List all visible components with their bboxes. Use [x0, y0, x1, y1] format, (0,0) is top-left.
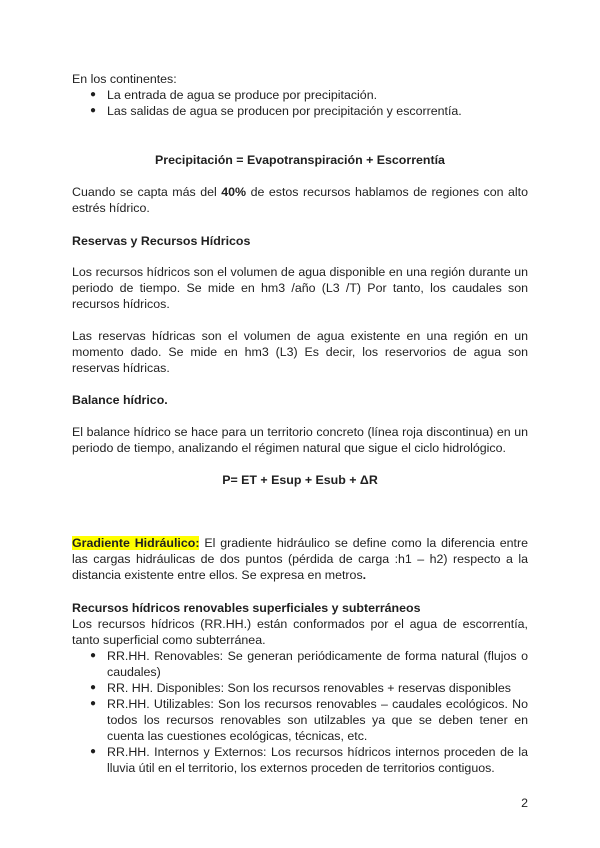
- bullet-icon: ●: [89, 746, 97, 757]
- paragraph-reservas: Las reservas hídricas son el volumen de agua existente en una región en un momento dado. Se mide en hm3 (L3) Es decir, los reservorios de agua son reservas hídricas.: [72, 329, 528, 375]
- list-item: ● Las salidas de agua se producen por precipitación y escorrentía.: [89, 104, 462, 118]
- page-number: 2: [521, 796, 528, 810]
- bullet-icon: ●: [89, 698, 97, 709]
- paragraph-recursos: Los recursos hídricos son el volumen de agua disponible en una región durante un periodo de tiempo. Se mide en hm3 /año (L3 /T) Por tanto, los caudales son recursos hídricos.: [72, 265, 528, 311]
- list-item: ● La entrada de agua se produce por precipitación.: [89, 88, 378, 102]
- intro-text: En los continentes:: [72, 72, 177, 86]
- list-item: ● RR.HH. Renovables: Se generan periódicamente de forma natural (flujos o caudales): [89, 649, 528, 679]
- formula-precipitacion: Precipitación = Evapotranspiración + Escorrentía: [155, 153, 445, 167]
- bullet-icon: ●: [89, 105, 97, 116]
- renovables-bullet-list: [88, 648, 528, 776]
- list-item: ● RR.HH. Internos y Externos: Los recursos hídricos internos proceden de la lluvia útil en el territorio, los externos proceden de territorios contiguos.: [89, 745, 528, 775]
- heading-balance: Balance hídrico.: [72, 393, 168, 407]
- highlight-gradiente: Gradiente Hidráulico:: [72, 536, 200, 550]
- formula-balance: P= ET + Esup + Esub + ΔR: [222, 473, 378, 487]
- paragraph-estres-hidrico: Cuando se capta más del 40% de estos recursos hablamos de regiones con alto estrés hídrico.: [72, 185, 528, 215]
- paragraph-balance: El balance hídrico se hace para un territorio concreto (línea roja discontinua) en un periodo de tiempo, analizando el régimen natural que sigue el ciclo hidrológico.: [72, 425, 528, 455]
- paragraph-renovables: Los recursos hídricos (RR.HH.) están conformados por el agua de escorrentía, tanto superficial como subterránea.: [72, 617, 528, 647]
- heading-renovables: Recursos hídricos renovables superficiales y subterráneos: [72, 601, 421, 615]
- bullet-icon: ●: [89, 682, 97, 693]
- bullet-icon: ●: [89, 89, 97, 100]
- heading-reservas: Reservas y Recursos Hídricos: [72, 234, 251, 248]
- bullet-icon: ●: [89, 650, 97, 661]
- list-item: ● RR. HH. Disponibles: Son los recursos renovables + reservas disponibles: [89, 681, 511, 695]
- list-item: ● RR.HH. Utilizables: Son los recursos renovables – caudales ecológicos. No todos los recursos renovables son utilzables ya que se deben tener en cuenta las cuestiones ecológicas, técnicas, etc.: [89, 697, 528, 743]
- intro-bullet-list: [88, 87, 528, 119]
- paragraph-gradiente: Gradiente Hidráulico: El gradiente hidráulico se define como la diferencia entre las cargas hidráulicas de dos puntos (pérdida de carga :h1 – h2) respecto a la distancia existente entre ellos. Se expresa en metros.: [72, 536, 528, 582]
